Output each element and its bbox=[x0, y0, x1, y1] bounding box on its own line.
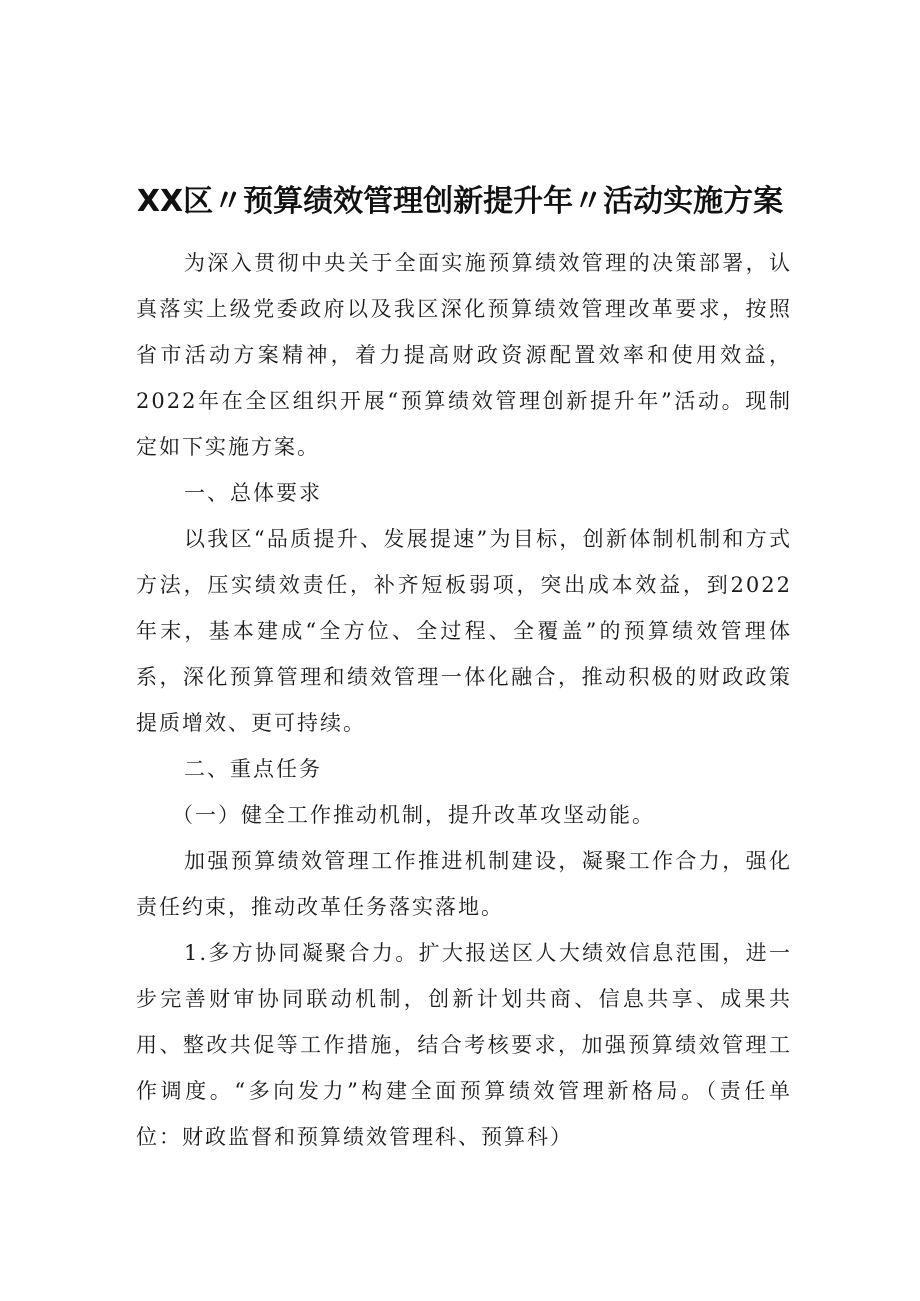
task-item-1-paragraph: 1.多方协同凝聚合力。扩大报送区人大绩效信息范围，进一步完善财审协同联动机制，创新计划共商、信息共享、成果共用、整改共促等工作措施，结合考核要求，加强预算绩效管理工作调度。“多向发力”构建全面预算绩效管理新格局。（责任单位：财政监督和预算绩效管理科、预算科） bbox=[136, 941, 792, 1149]
general-requirements-paragraph: 以我区“品质提升、发展提速”为目标，创新体制机制和方式方法，压实绩效责任，补齐短板弱项，突出成本效益，到2022年末，基本建成“全方位、全过程、全覆盖”的预算绩效管理体系，深化预算管理和绩效管理一体化融合，推动积极的财政政策提质增效、更可持续。 bbox=[136, 527, 792, 735]
document-title: XX区〃预算绩效管理创新提升年〃活动实施方案 bbox=[136, 184, 784, 219]
subsection-1-paragraph: 加强预算绩效管理工作推进机制建设，凝聚工作合力，强化责任约束，推动改革任务落实落地。 bbox=[136, 849, 792, 919]
document-body bbox=[136, 240, 792, 1160]
intro-paragraph: 为深入贯彻中央关于全面实施预算绩效管理的决策部署，认真落实上级党委政府以及我区深化预算绩效管理改革要求，按照省市活动方案精神，着力提高财政资源配置效率和使用效益，2022年在全区组织开展“预算绩效管理创新提升年”活动。现制定如下实施方案。 bbox=[136, 251, 792, 459]
section-heading-general-requirements: 一、总体要求 bbox=[184, 481, 322, 505]
subsection-heading-1: （一）健全工作推动机制，提升改革攻坚动能。 bbox=[172, 803, 655, 827]
section-heading-key-tasks: 二、重点任务 bbox=[184, 757, 322, 781]
